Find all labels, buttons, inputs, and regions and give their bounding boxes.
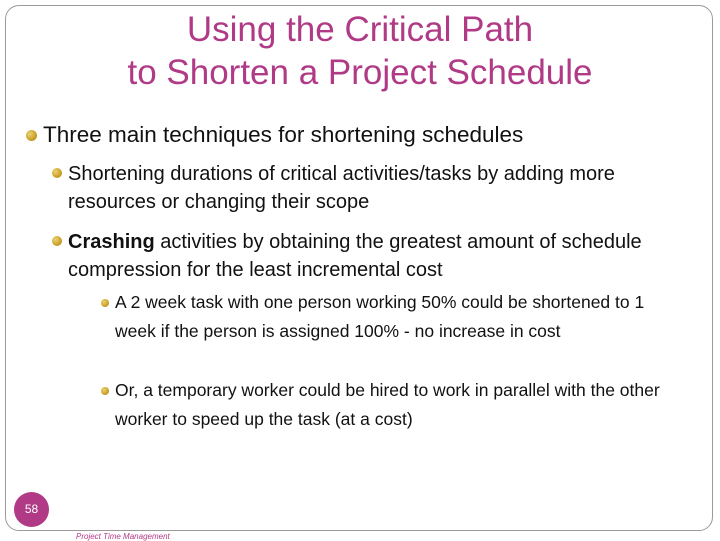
sub-bullet-crashing-text [68,228,702,284]
bullet-dot-icon [101,299,109,307]
sub-bullet-shortening-text: Shortening durations of critical activities/tasks by adding more resources or changing their scope [68,163,615,213]
page-number-badge: 58 [14,492,49,527]
bullet-main-text: Three main techniques for shortening schedules [43,122,524,147]
subsub-bullet-example-1-text: A 2 week task with one person working 50% could be shortened to 1 week if the person is assigned 100% - no increase in cost [115,292,645,341]
bullet-dot-icon [52,236,62,246]
bullet-dot-icon [101,387,109,395]
bullet-dot-icon [26,130,37,141]
title-line-1: Using the Critical Path [186,10,534,49]
slide-title [0,8,720,94]
crashing-description: activities by obtaining the greatest amount of schedule compression for the least incremental cost [68,231,642,281]
footer-text: Project Time Management [76,532,170,541]
bullet-dot-icon [52,168,62,178]
subsub-bullet-example-2-text: Or, a temporary worker could be hired to work in parallel with the other worker to speed up the task (at a cost) [115,380,660,429]
crashing-term: Crashing [68,231,155,253]
title-line-2: to Shorten a Project Schedule [127,53,593,92]
